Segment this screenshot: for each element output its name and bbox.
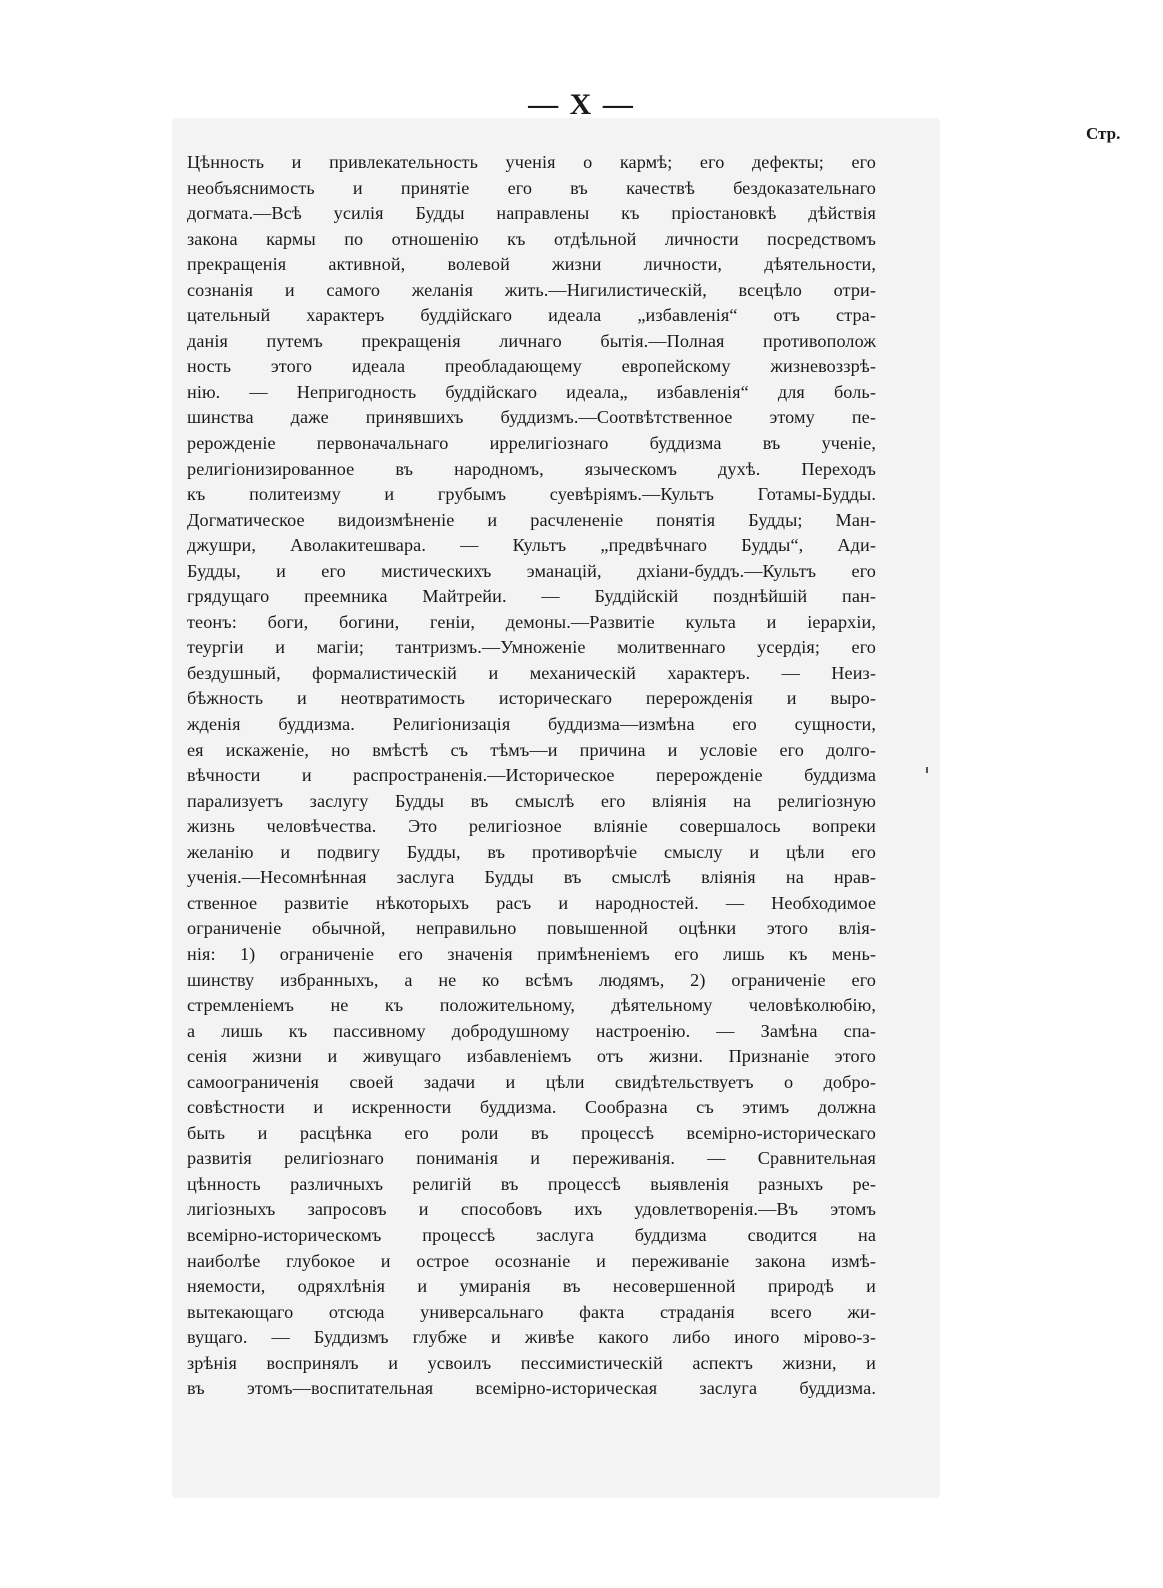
text-line: догмата.—Всѣ усилія Будды направлены къ пріостановкѣ дѣйствія xyxy=(187,203,876,224)
text-line: быть и расцѣнка его роли въ процессѣ всемірно-историческаго xyxy=(187,1122,876,1143)
text-line: къ политеизму и грубымъ суевѣріямъ.—Культъ Готамы-Будды. xyxy=(187,484,876,505)
text-line: желанію и подвигу Будды, въ противорѣчіе смыслу и цѣли его xyxy=(187,841,876,862)
text-line: цательный характеръ буддійскаго идеала „избавленія“ отъ стра- xyxy=(187,305,876,326)
text-line: развитія религіознаго пониманія и переживанія. — Сравнительная xyxy=(187,1148,876,1169)
text-line: сознанія и самого желанія жить.—Нигилистическій, всецѣло отри- xyxy=(187,279,876,300)
text-line: зрѣнія воспринялъ и усвоилъ пессимистическій аспектъ жизни, и xyxy=(187,1352,876,1373)
text-line: ограниченіе обычной, неправильно повышенной оцѣнки этого влія- xyxy=(187,918,876,939)
text-line: бѣжность и неотвратимость историческаго перерожденія и выро- xyxy=(187,688,876,709)
text-line: наиболѣе глубокое и острое осознаніе и переживаніе закона измѣ- xyxy=(187,1250,876,1271)
text-line: самоограниченія своей задачи и цѣли свидѣтельствуетъ о добро- xyxy=(187,1071,876,1092)
text-line: нію. — Непригодность буддійскаго идеала„ избавленія“ для боль- xyxy=(187,381,876,402)
text-line: сенія жизни и живущаго избавленіемъ отъ жизни. Признаніе этого xyxy=(187,1046,876,1067)
text-line: теонъ: боги, богини, геніи, демоны.—Развитіе культа и іерархіи, xyxy=(187,611,876,632)
text-line: стремленіемъ не къ положительному, дѣятельному человѣколюбію, xyxy=(187,995,876,1016)
text-line: въ этомъ—воспитательная всемірно-историческая заслуга буддизма. xyxy=(187,1378,876,1399)
text-line: шинства даже принявшихъ буддизмъ.—Соотвѣтственное этому пе- xyxy=(187,407,876,428)
text-line: совѣстности и искренности буддизма. Сообразна съ этимъ должна xyxy=(187,1097,876,1118)
text-line: вѣчности и распространенія.—Историческое перерожденіе буддизма xyxy=(187,765,876,786)
text-line: Догматическое видоизмѣненіе и расчлененіе понятія Будды; Ман- xyxy=(187,509,876,530)
text-line: ность этого идеала преобладающему европейскому жизневоззрѣ- xyxy=(187,356,876,377)
text-line: рерожденіе первоначальнаго иррелигіознаго буддизма въ ученіе, xyxy=(187,433,876,454)
text-line: необъяснимость и принятіе его въ качествѣ бездоказательнаго xyxy=(187,177,876,198)
text-line: шинству избранныхъ, а не ко всѣмъ людямъ, 2) ограниченіе его xyxy=(187,969,876,990)
text-line: Цѣнность и привлекательность ученія о кармѣ; его дефекты; его xyxy=(187,152,876,172)
page-number-header: — X — xyxy=(528,88,635,121)
text-line: джушри, Аволакитешвара. — Культъ „предвѣчнаго Будды“, Ади- xyxy=(187,535,876,556)
text-line: жизнь человѣчества. Это религіозное вліяніе совершалось вопреки xyxy=(187,816,876,837)
text-line: нія: 1) ограниченіе его значенія примѣненіемъ его лишь къ мень- xyxy=(187,943,876,964)
text-line: данія путемъ прекращенія личнаго бытія.—Полная противополож xyxy=(187,330,876,351)
scan-speck xyxy=(926,767,928,773)
text-line: вущаго. — Буддизмъ глубже и живѣе какого либо иного мірово-з- xyxy=(187,1327,876,1348)
text-line: грядущаго преемника Майтрейи. — Буддійскій позднѣйшій пан- xyxy=(187,586,876,607)
text-line: вытекающаго отсюда универсальнаго факта страданія всего жи- xyxy=(187,1301,876,1322)
text-line: закона кармы по отношенію къ отдѣльной личности посредствомъ xyxy=(187,228,876,249)
text-line: прекращенія активной, волевой жизни личности, дѣятельности, xyxy=(187,254,876,275)
text-line: ея искаженіе, но вмѣстѣ съ тѣмъ—и причина и условіе его долго- xyxy=(187,739,876,760)
body-paragraph xyxy=(187,150,876,1402)
text-line: бездушный, формалистическій и механическій характеръ. — Неиз- xyxy=(187,662,876,683)
text-line: всемірно-историческомъ процессѣ заслуга буддизма сводится на xyxy=(187,1224,876,1245)
text-line: ственное развитіе нѣкоторыхъ расъ и народностей. — Необходимое xyxy=(187,892,876,913)
text-line: а лишь къ пассивному добродушному настроенію. — Замѣна спа- xyxy=(187,1020,876,1041)
text-line: Будды, и его мистическихъ эманацій, дхіани-буддъ.—Культъ его xyxy=(187,560,876,581)
page-column-label: Стр. xyxy=(1086,124,1121,143)
text-line: жденія буддизма. Религіонизація буддизма—измѣна его сущности, xyxy=(187,714,876,735)
text-line: няемости, одряхлѣнія и умиранія въ несовершенной природѣ и xyxy=(187,1276,876,1297)
text-line: религіонизированное въ народномъ, языческомъ духѣ. Переходъ xyxy=(187,458,876,479)
text-line: лигіозныхъ запросовъ и способовъ ихъ удовлетворенія.—Въ этомъ xyxy=(187,1199,876,1220)
text-line: цѣнность различныхъ религій въ процессѣ выявленія разныхъ ре- xyxy=(187,1173,876,1194)
text-line: ученія.—Несомнѣнная заслуга Будды въ смыслѣ вліянія на нрав- xyxy=(187,867,876,888)
text-line: теургіи и магіи; тантризмъ.—Умноженіе молитвеннаго усердія; его xyxy=(187,637,876,658)
text-line: парализуетъ заслугу Будды въ смыслѣ его вліянія на религіозную xyxy=(187,790,876,811)
